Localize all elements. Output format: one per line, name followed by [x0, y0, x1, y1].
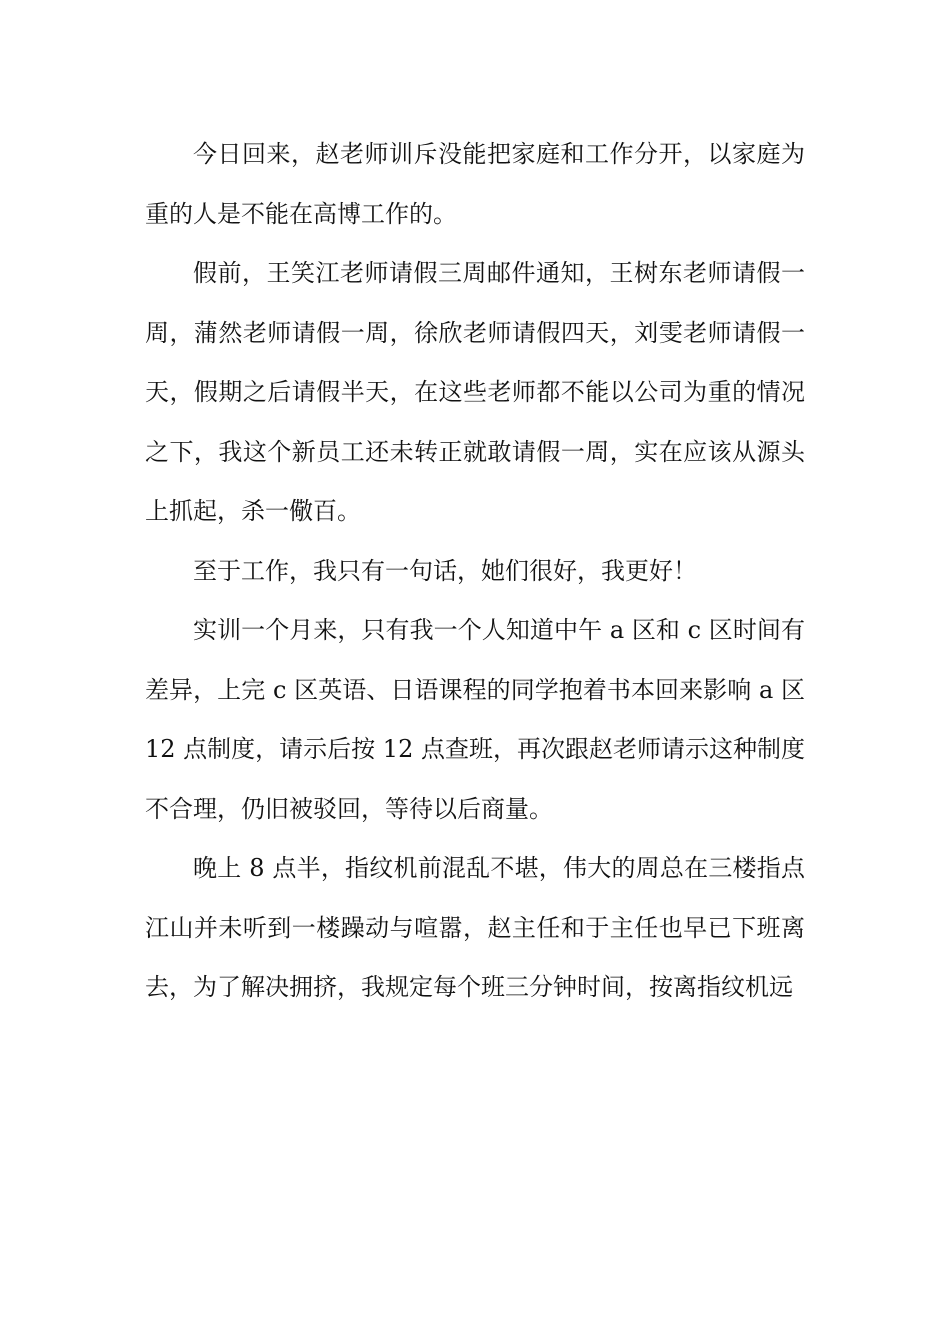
document-body	[145, 125, 805, 1018]
paragraph-1: 今日回来，赵老师训斥没能把家庭和工作分开，以家庭为重的人是不能在高博工作的。	[145, 140, 805, 228]
paragraph-5: 晚上 8 点半，指纹机前混乱不堪，伟大的周总在三楼指点江山并未听到一楼躁动与喧嚣，赵主任和于主任也早已下班离去，为了解决拥挤，我规定每个班三分钟时间，按离指纹机远	[145, 854, 805, 1001]
paragraph-3: 至于工作，我只有一句话，她们很好，我更好！	[193, 556, 697, 585]
paragraph-2: 假前，王笑江老师请假三周邮件通知，王树东老师请假一周，蒲然老师请假一周，徐欣老师请假四天，刘雯老师请假一天，假期之后请假半天，在这些老师都不能以公司为重的情况之下，我这个新员工还未转正就敢请假一周，实在应该从源头上抓起，杀一儆百。	[145, 259, 805, 525]
paragraph-4: 实训一个月来，只有我一个人知道中午 a 区和 c 区时间有差异，上完 c 区英语、日语课程的同学抱着书本回来影响 a 区 12 点制度，请示后按 12 点查班，再次跟赵老师请示这种制度不合理，仍旧被驳回，等待以后商量。	[145, 616, 805, 823]
